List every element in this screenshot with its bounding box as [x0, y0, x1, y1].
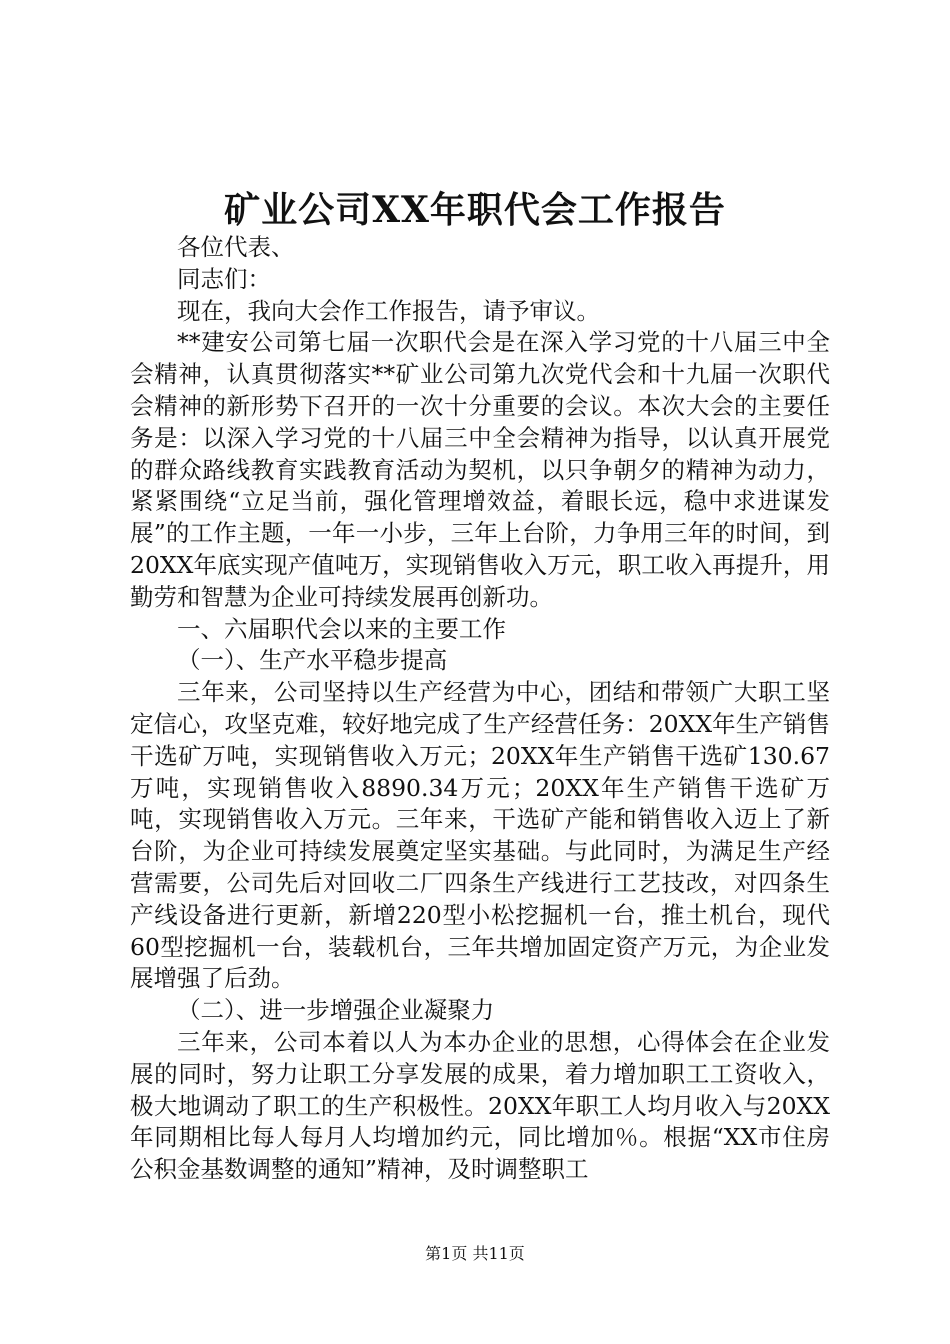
page-footer: 第1页 共11页 — [425, 1244, 525, 1263]
salutation-paragraph: 各位代表、 — [177, 233, 295, 261]
opening-paragraph: 现在，我向大会作工作报告，请予审议。 — [177, 296, 600, 325]
body-paragraph: 三年来，公司坚持以生产经营为中心，团结和带领广大职工坚定信心，攻坚克难，较好地完成了生产经营任务：20XX年生产销售干选矿万吨，实现销售收入万元；20XX年生产销售干选矿130.67万吨，实现销售收入8890.34万元；20XX年生产销售干选矿万吨，实现销售收入万元。三年来，干选矿产能和销售收入迈上了新台阶，为企业可持续发展奠定坚实基础。与此同时，为满足生产经营需要，公司先后对回收二厂四条生产线进行工艺技改，对四条生产线设备进行更新，新增220型小松挖掘机一台，推土机台，现代60型挖掘机一台，装载机台，三年共增加固定资产万元，为企业发展增强了后劲。 — [130, 678, 830, 993]
subsection-heading: （二）、进一步增强企业凝聚力 — [177, 996, 495, 1025]
body-paragraph: **建安公司第七届一次职代会是在深入学习党的十八届三中全会精神，认真贯彻落实**矿业公司第九次党代会和十九届一次职代会精神的新形势下召开的一次十分重要的会议。本次大会的主要任务是：以深入学习党的十八届三中全会精神为指导，以认真开展党的群众路线教育实践教育活动为契机，以只争朝夕的精神为动力，紧紧围绕“立足当前，强化管理增效益，着眼长远，稳中求进谋发展”的工作主题，一年一小步，三年上台阶，力争用三年的时间，到20XX年底实现产值吨万，实现销售收入万元，职工收入再提升，用勤劳和智慧为企业可持续发展再创新功。 — [130, 328, 830, 611]
salutation-paragraph: 同志们： — [177, 264, 271, 293]
document-title: 矿业公司XX年职代会工作报告 — [224, 189, 726, 231]
body-paragraph: 三年来，公司本着以人为本办企业的思想，心得体会在企业发展的同时，努力让职工分享发展的成果，着力增加职工工资收入，极大地调动了职工的生产积极性。20XX年职工人均月收入与20XX年同期相比每人每月人均增加约元，同比增加％。根据“XX市住房公积金基数调整的通知”精神，及时调整职工 — [130, 1027, 830, 1184]
subsection-heading: （一）、生产水平稳步提高 — [177, 646, 448, 675]
section-heading: 一、六届职代会以来的主要工作 — [177, 614, 506, 643]
document-body — [130, 232, 830, 1186]
